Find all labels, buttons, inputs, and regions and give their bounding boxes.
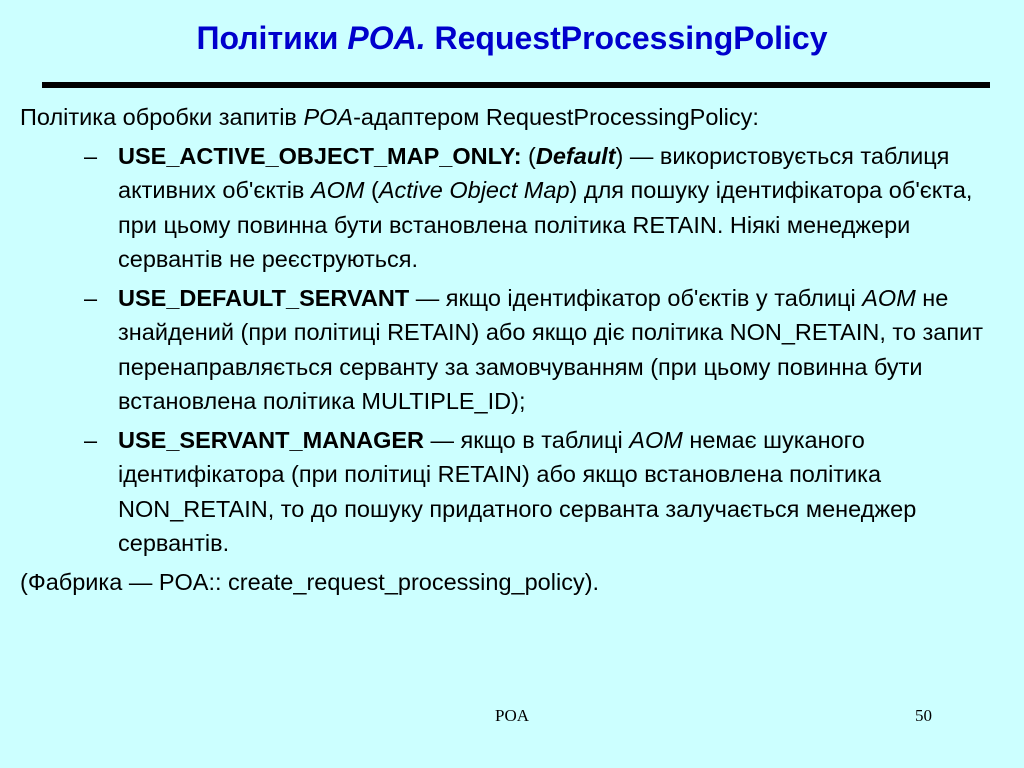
slide-title <box>0 20 1024 57</box>
policy-keyword: USE_SERVANT_MANAGER <box>118 426 424 453</box>
factory-note: (Фабрика — POA:: create_request_processing_policy). <box>20 568 600 595</box>
intro-paragraph <box>20 100 1000 135</box>
intro-text-end: -адаптером RequestProcessingPolicy: <box>353 104 759 130</box>
item-text: не знайдений (при політиці RETAIN) або якщо діє політика NON_RETAIN, то запит перенаправляється серванту за замовчуванням (при цьому повинна бути встановлена політика MULTIPLE_ID); <box>118 284 983 414</box>
item-text: ) — використовується таблиця активних об'єктів <box>118 142 950 203</box>
list-dash: – <box>84 142 98 169</box>
title-divider <box>42 82 990 88</box>
title-prefix: Політики <box>196 20 348 56</box>
item-text: — якщо в таблиці <box>424 426 630 453</box>
policy-keyword: USE_DEFAULT_SERVANT <box>118 284 410 311</box>
title-suffix: RequestProcessingPolicy <box>425 20 828 56</box>
aom-full-term: Active Object Map <box>378 177 570 203</box>
policy-list <box>20 139 1000 561</box>
footer-label: POA <box>494 706 529 725</box>
list-dash: – <box>84 284 98 311</box>
list-item-default-servant <box>20 281 1000 419</box>
list-item-active-object-map <box>20 139 1000 277</box>
aom-term: AOM <box>310 177 365 203</box>
item-text: ( <box>364 177 379 203</box>
list-item-servant-manager <box>20 423 1000 561</box>
slide-body <box>20 100 1000 599</box>
item-text: ( <box>521 142 536 169</box>
aom-term: AOM <box>629 426 683 453</box>
item-text: ) для пошуку ідентифікатора об'єкта, при цьому повинна бути встановлена політика RETAIN. Ніякі менеджери сервантів не реєструються. <box>118 177 973 272</box>
item-text: немає шуканого ідентифікатора (при політиці RETAIN) або якщо встановлена політика NON_RETAIN, то до пошуку придатного серванта залучається менеджер сервантів. <box>118 426 917 556</box>
aom-term: AOM <box>862 284 916 311</box>
item-text: — якщо ідентифікатор об'єктів у таблиці <box>409 284 863 311</box>
intro-text: Політика обробки запитів <box>20 104 304 130</box>
page-number: 50 <box>915 706 932 725</box>
list-dash: – <box>84 426 98 453</box>
title-italic: POA. <box>347 20 426 56</box>
default-label: Default <box>535 142 616 169</box>
policy-keyword: USE_ACTIVE_OBJECT_MAP_ONLY: <box>118 142 522 169</box>
intro-italic: POA <box>303 104 354 130</box>
